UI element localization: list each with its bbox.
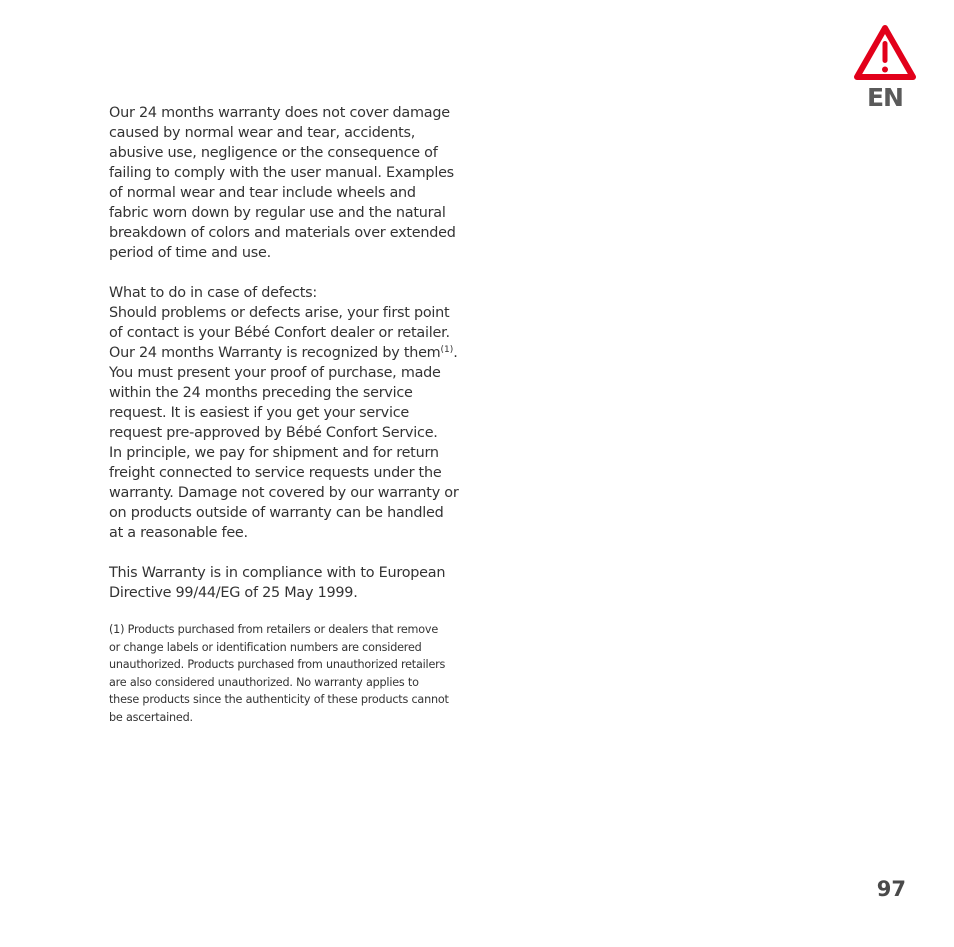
warranty-text-column (109, 103, 467, 726)
defects-contact-text: Should problems or defects arise, your first point of contact is your Bébé Confort dealer or retailer. Our 24 months Warranty is recognized by them (109, 305, 450, 361)
paragraph-defects-contact (109, 303, 467, 363)
language-badge (852, 22, 918, 116)
warning-triangle-icon (852, 22, 918, 84)
paragraph-directive-compliance: This Warranty is in compliance with to European Directive 99/44/EG of 25 May 1999. (109, 565, 446, 601)
paragraph-spacer (109, 543, 467, 563)
page-number: 97 (876, 877, 906, 901)
defects-heading: What to do in case of defects: (109, 285, 318, 301)
footnote-reference: (1) (440, 345, 454, 355)
language-code: EN (866, 83, 903, 112)
footnote-text: (1) Products purchased from retailers or dealers that remove or change labels or identification numbers are considered unauthorized. Products purchased from unauthorized retailers are also considered unauthorized. No warranty applies to these products since the authenticity of these products cannot be ascertained. (109, 623, 449, 724)
sentence-period: . (453, 345, 458, 361)
paragraph-warranty-exclusions: Our 24 months warranty does not cover damage caused by normal wear and tear, accidents, abusive use, negligence or the consequence of failing to comply with the user manual. Examples of normal wear and tear include wheels and fabric worn down by regular use and the natural breakdown of colors and materials over extended period of time and use. (109, 105, 456, 261)
paragraph-defects-procedure: You must present your proof of purchase, made within the 24 months preceding the service request. It is easiest if you get your service request pre-approved by Bébé Confort Service. In principle, we pay for shipment and for return freight connected to service requests under the warranty. Damage not covered by our warranty or on products outside of warranty can be handled at a reasonable fee. (109, 365, 459, 541)
paragraph-spacer (109, 263, 467, 283)
